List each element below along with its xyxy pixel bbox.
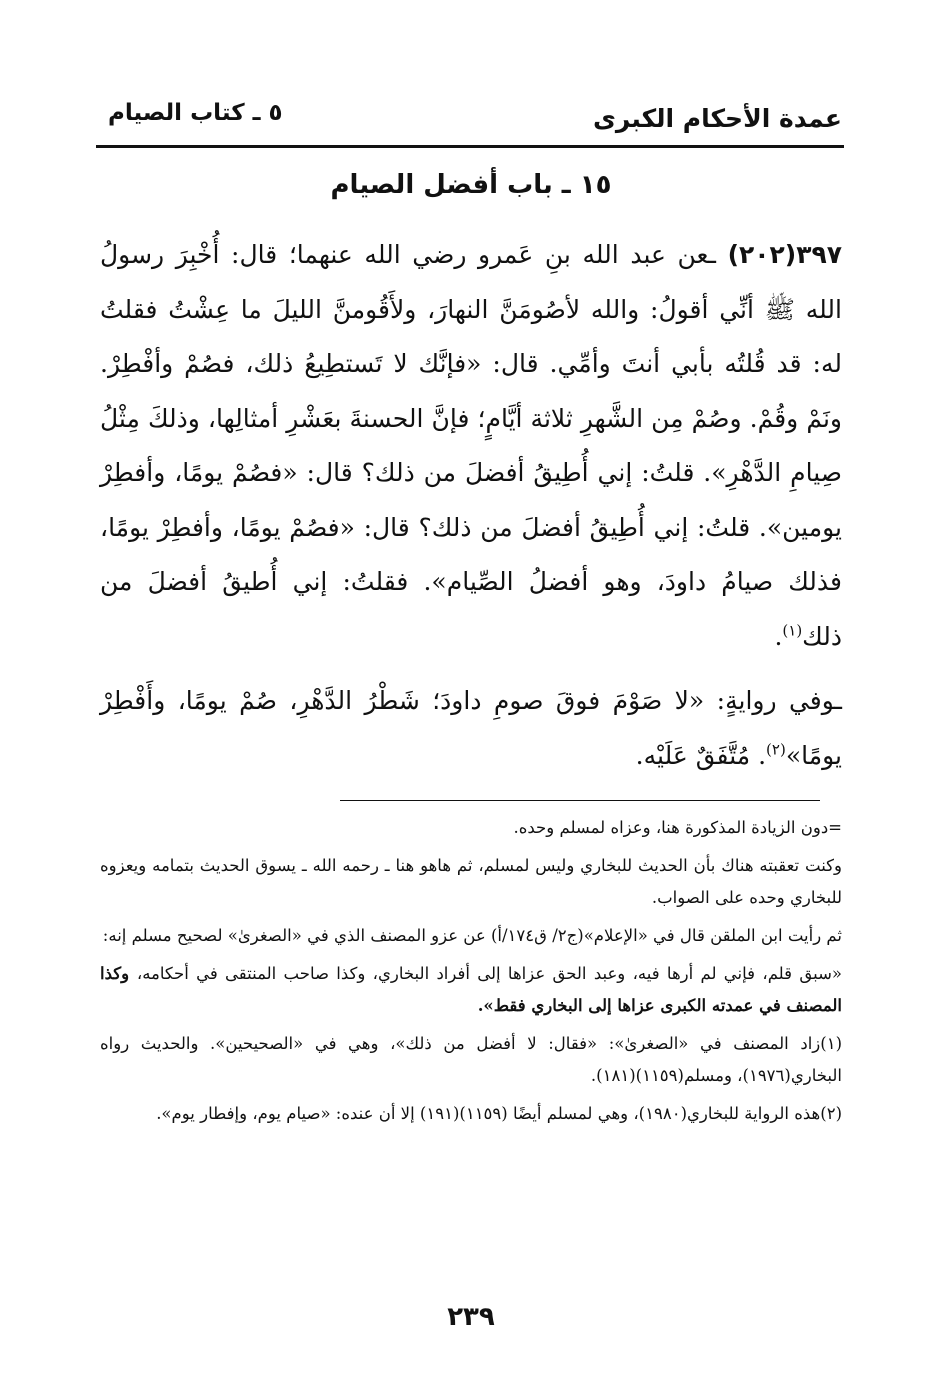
running-header bbox=[100, 100, 842, 140]
chapter-title: ١٥ ـ باب أفضل الصيام bbox=[330, 170, 612, 200]
footnote-continuation-2: وكنت تعقبته هناك بأن الحديث للبخاري وليس لمسلم، ثم هاهو هنا ـ رحمه الله ـ يسوق الحديث بتمامه ويعزوه للبخاري وحده على الصواب. bbox=[100, 856, 842, 907]
riwaya-text: ـوفي روايةٍ: «لا صَوْمَ فوقَ صومِ داودَ؛ شَطْرُ الدَّهْرِ، صُمْ يومًا، وأَفْطِرْ يومًا» bbox=[100, 686, 842, 770]
footnote-quote-part2: وكذا المصنف في عمدته الكبرى عزاها إلى البخاري فقط». bbox=[100, 964, 842, 1015]
hadith-body bbox=[100, 228, 842, 783]
footnote-continuation-3: ثم رأيت ابن الملقن قال في «الإعلام»(ج٢/ ق١٧٤/أ) عن عزو المصنف الذي في «الصغرىٰ» لصحيح مسلم إنه: bbox=[102, 926, 842, 945]
footnote-continuation-1: =دون الزيادة المذكورة هنا، وعزاه لمسلم وحده. bbox=[513, 818, 842, 837]
footnote-separator bbox=[340, 800, 820, 801]
hadith-text: ـعن عبد الله بنِ عَمرو رضي الله عنهما؛ قال: أُخْبِرَ رسولُ الله ﷺ أنِّي أقولُ: والله لأصُومَنَّ النهارَ، ولأَقُومنَّ الليلَ ما عِشْتُ فقلتُ له: قد قُلتُه بأبي أنتَ وأمِّي. قال: «فإنَّك لا تَستطِيعُ ذلك، فصُمْ وأفْطِرْ. ونَمْ وقُمْ. وصُمْ مِن الشَّهرِ ثلاثة أيَّامٍ؛ فإنَّ الحسنةَ بعَشْرِ أمثالِها، وذلكَ مِثْلُ صِيامِ الدَّهْرِ». قلتُ: إني أُطِيقُ أفضلَ من ذلك؟ قال: «فصُمْ يومًا، وأفطِرْ يومين». قلتُ: إني أُطِيقُ أفضلَ من ذلك؟ قال: «فصُمْ يومًا، وأفطِرْ يومًا، فذلك صيامُ داودَ، وهو أفضلُ الصِّيام». فقلتُ: إني أُطيقُ أفضلَ من ذلك bbox=[100, 240, 842, 651]
footnotes bbox=[100, 812, 842, 1136]
page-number: ٢٣٩ bbox=[447, 1302, 495, 1332]
footnote-1: (١)زاد المصنف في «الصغرىٰ»: «فقال: لا أفضل من ذلك»، وهي في «الصحيحين». والحديث رواه البخاري(١٩٧٦)، ومسلم(١١٥٩)(١٨١). bbox=[100, 1034, 842, 1085]
footnote-2: (٢)هذه الرواية للبخاري(١٩٨٠)، وهي لمسلم أيضًا (١١٥٩)(١٩١) إلا أن عنده: «صيام يوم، وإفطار يوم». bbox=[156, 1104, 842, 1123]
footnote-quote-part1: «سبق قلم، فإني لم أرها فيه، وعبد الحق عزاها إلى أفراد البخاري، وكذا صاحب المنتقى في أحكامه، bbox=[136, 964, 842, 983]
footnote-ref-2[interactable]: (٢) bbox=[766, 740, 786, 759]
hadith-paragraph bbox=[100, 228, 842, 664]
book-title: عمدة الأحكام الكبرى bbox=[592, 104, 842, 133]
footnote-continuation-4 bbox=[100, 958, 842, 1022]
riwaya-end: . مُتَّفَقٌ عَلَيْه. bbox=[635, 740, 767, 770]
hadith-number: ٣٩٧(٢٠٢) bbox=[727, 240, 842, 269]
section-title: ٥ ـ كتاب الصيام bbox=[108, 100, 283, 126]
header-rule bbox=[96, 145, 844, 148]
riwaya-paragraph bbox=[100, 674, 842, 783]
footnote-ref-1[interactable]: (١) bbox=[782, 621, 803, 640]
hadith-text-end: . bbox=[774, 621, 783, 651]
